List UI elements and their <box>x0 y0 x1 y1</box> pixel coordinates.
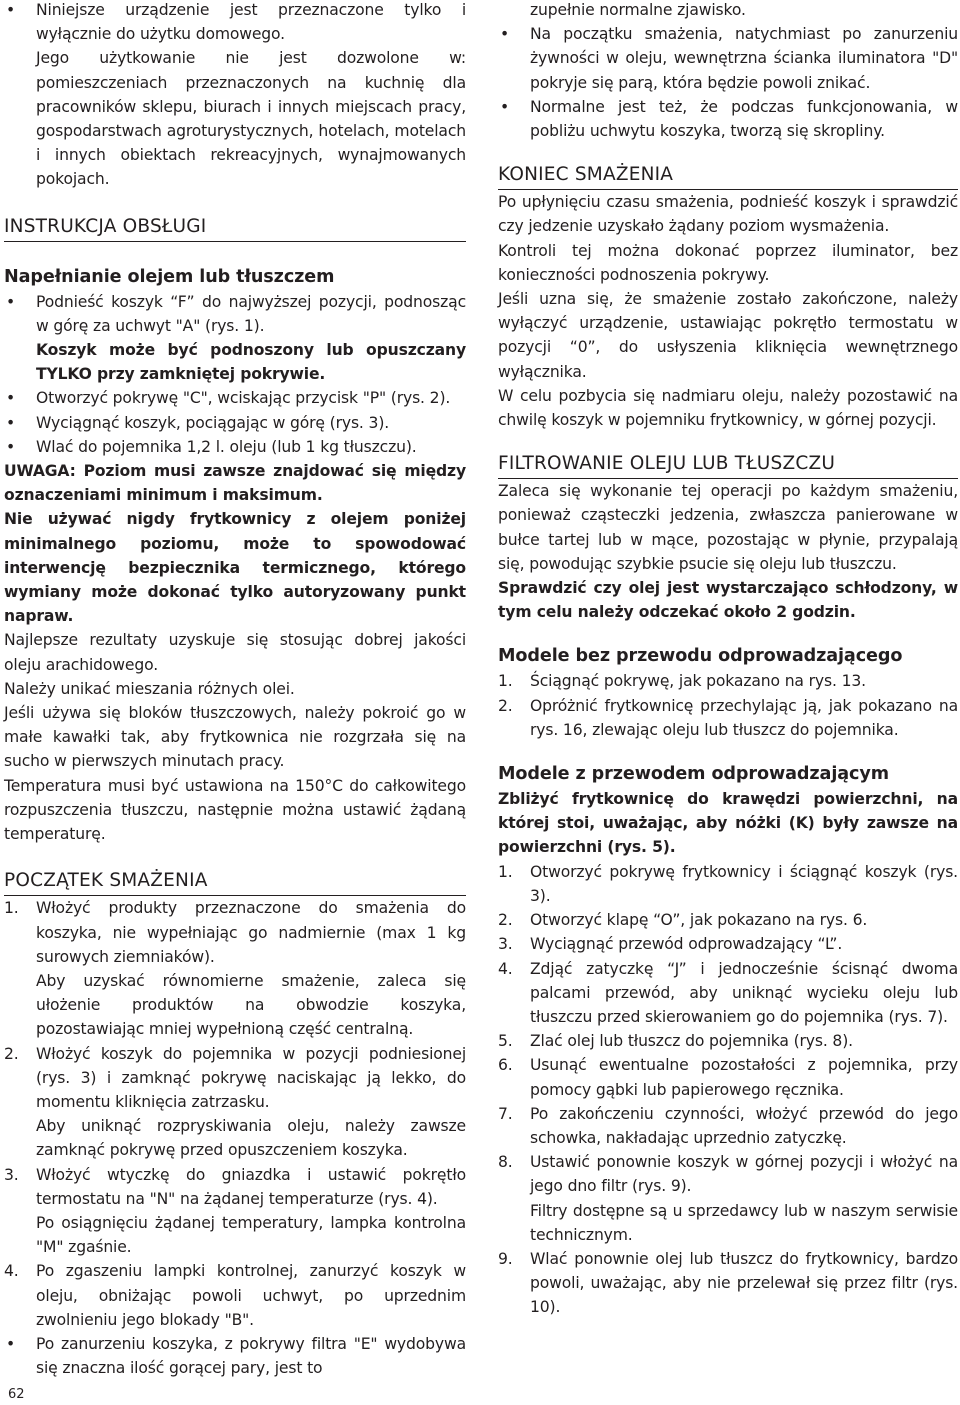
bullet-text: Wlać do pojemnika 1,2 l. oleju (lub 1 kg tłuszczu). <box>36 437 417 456</box>
list-item: 6. Usunąć ewentualne pozostałości z pojemnika, przy pomocy gąbki lub papierowego ręcznika. <box>498 1056 958 1099</box>
list-item: 1. Ściągnąć pokrywę, jak pokazano na rys. 13. <box>498 672 866 691</box>
step-text: Zdjąć zatyczkę “J” i jednocześnie ścisnąć dwoma palcami przewód, aby uniknąć wycieku oleju lub tłuszczu przed skierowaniem go do pojemnika (rys. 7). <box>530 959 958 1026</box>
warning-min-level: Nie używać nigdy frytkownicy z olejem poniżej minimalnego poziomu, może to spowodować interwencję bezpiecznika termicznego, którego wymiany może dokonać tylko autoryzowany punkt napraw. <box>4 510 466 626</box>
list-item: • Wlać do pojemnika 1,2 l. oleju (lub 1 kg tłuszczu). <box>6 437 417 456</box>
bullet-text: Wyciągnąć koszyk, pociągając w górę (rys. 3). <box>36 413 390 432</box>
step-text: Zlać olej lub tłuszcz do pojemnika (rys. 8). <box>530 1032 853 1051</box>
list-item: 2. Włożyć koszyk do pojemnika w pozycji podniesionej (rys. 3) i zamknąć pokrywę naciskając ją lekko, do momentu kliknięcia zatrzasku. <box>4 1044 466 1111</box>
bullet-text: Podnieść koszyk “F” do najwyższej pozycji, podnosząc w górę za uchwyt "A" (rys. 1). <box>36 292 466 335</box>
step-text: Wyciągnąć przewód odprowadzający “L”. <box>530 935 843 954</box>
paragraph: Temperatura musi być ustawiona na 150°C do całkowitego rozpuszczenia tłuszczu, następnie można ustawić żądaną temperaturę. <box>4 776 466 844</box>
section-title-start-frying: POCZĄTEK SMAŻENIA <box>4 868 466 896</box>
section-title-instructions: INSTRUKCJA OBSŁUGI <box>4 214 466 242</box>
bold-note: Sprawdzić czy olej jest wystarczająco schłodzony, w tym celu należy odczekać około 2 godzin. <box>498 579 958 622</box>
step-text: Otworzyć pokrywę frytkownicy i ściągnąć koszyk (rys. 3). <box>530 862 958 905</box>
continued-text: zupełnie normalne zjawisko. <box>530 1 746 19</box>
bold-note: Zbliżyć frytkownicę do krawędzi powierzchni, na której stoi, uważając, aby nóżki (K) były zawsze na powierzchni (rys. 5). <box>498 790 958 857</box>
step-text: Włożyć koszyk do pojemnika w pozycji podniesionej (rys. 3) i zamknąć pokrywę naciskając ją lekko, do momentu kliknięcia zatrzasku. <box>36 1044 466 1111</box>
subsection-title-filling: Napełnianie olejem lub tłuszczem <box>4 266 335 287</box>
bullet-text: Na początku smażenia, natychmiast po zanurzeniu żywności w oleju, wewnętrzna ścianka iluminatora "D" pokryje się parą, która będzie powoli znikać. <box>530 25 958 92</box>
list-item <box>498 1199 958 1247</box>
list-item <box>4 338 466 386</box>
list-item <box>498 0 958 22</box>
list-item: 1. Otworzyć pokrywę frytkownicy i ściągnąć koszyk (rys. 3). <box>498 862 958 905</box>
step-text: Po zakończeniu czynności, włożyć przewód do jego schowka, nakładając uprzednio zatyczkę. <box>530 1104 958 1147</box>
right-column <box>498 0 958 1320</box>
paragraph: Kontroli tej można dokonać poprzez iluminator, bez konieczności podnoszenia pokrywy. <box>498 241 958 284</box>
step-note: Filtry dostępne są u sprzedawcy lub w naszym serwisie technicznym. <box>530 1201 958 1244</box>
section-title-end-frying: KONIEC SMAŻENIA <box>498 162 958 190</box>
step-text: Otworzyć klapę “O”, jak pokazano na rys. 6. <box>530 911 868 930</box>
step-text: Opróżnić frytkownicę przechylając ją, jak pokazano na rys. 16, zlewając oleju lub tłuszcz do pojemnika. <box>530 696 958 739</box>
bullet-text: Po zanurzeniu koszyka, z pokrywy filtra "E" wydobywa się znaczna ilość gorącej pary, jest to <box>36 1334 466 1378</box>
list-item <box>4 969 466 1042</box>
list-item <box>4 1211 466 1259</box>
section-title-filtering: FILTROWANIE OLEJU LUB TŁUSZCZU <box>498 451 958 479</box>
list-item: 3. Wyciągnąć przewód odprowadzający “L”. <box>498 935 843 954</box>
paragraph: Należy unikać mieszania różnych olei. <box>4 679 295 698</box>
list-item: 2. Opróżnić frytkownicę przechylając ją, jak pokazano na rys. 16, zlewając oleju lub tłuszcz do pojemnika. <box>498 696 958 739</box>
step-text: Ustawić ponownie koszyk w górnej pozycji i włożyć na jego dno filtr (rys. 9). <box>530 1153 958 1196</box>
step-text: Po zgaszeniu lampki kontrolnej, zanurzyć koszyk w oleju, obniżając powoli uchwyt, po uprzednim zwolnieniu jego blokady "B". <box>36 1262 466 1329</box>
list-item: • Normalne jest też, że podczas funkcjonowania, w pobliżu uchwytu koszyka, tworzą się skropliny. <box>500 97 958 141</box>
paragraph: Po upłynięciu czasu smażenia, podnieść koszyk i sprawdzić czy jedzenie uzyskało żądany poziom wysmażenia. <box>498 193 958 236</box>
bold-note: Koszyk może być podnoszony lub opuszczany TYLKO przy zamkniętej pokrywie. <box>36 341 466 384</box>
step-text: Usunąć ewentualne pozostałości z pojemnika, przy pomocy gąbki lub papierowego ręcznika. <box>530 1056 958 1099</box>
step-text: Ściągnąć pokrywę, jak pokazano na rys. 13. <box>530 672 866 691</box>
intro-paragraph: Jego użytkowanie nie jest dozwolone w: pomieszczeniach przeznaczonych na kuchnię dla pracowników sklepu, biurach i innych miejscach pracy, gospodarstwach agroturystycznych, hotelach, motelach i innych obiektach rekreacyjnych, wynajmowanych pokojach. <box>36 49 466 189</box>
list-item: • Otworzyć pokrywę "C", wciskając przycisk "P" (rys. 2). <box>6 389 451 408</box>
left-column <box>4 0 466 1380</box>
bullet-text: Normalne jest też, że podczas funkcjonowania, w pobliżu uchwytu koszyka, tworzą się skropliny. <box>530 97 958 141</box>
list-item: 1. Włożyć produkty przeznaczone do smażenia do koszyka, nie wypełniając go nadmiernie (max 1 kg surowych ziemniaków). <box>4 899 466 966</box>
step-text: Włożyć wtyczkę do gniazdka i ustawić pokrętło termostatu na "N" na żądanej temperaturze (rys. 4). <box>36 1165 466 1208</box>
paragraph: Zaleca się wykonanie tej operacji po każdym smażeniu, ponieważ cząsteczki jedzenia, zwłaszcza panierowane w bułce tartej lub w mące, pozostając w płynie, przypalają się, powodując szybkie psucie się oleju lub tłuszczu. <box>498 482 958 573</box>
paragraph: Jeśli uzna się, że smażenie zostało zakończone, należy wyłączyć urządzenie, ustawiając pokrętło termostatu w pozycji “0”, do usłyszenia kliknięcia wewnętrznego wyłącznika. <box>498 290 958 381</box>
warning-level: UWAGA: Poziom musi zawsze znajdować się między oznaczeniami minimum i maksimum. <box>4 462 466 505</box>
list-item: • Wyciągnąć koszyk, pociągając w górę (rys. 3). <box>6 413 390 432</box>
list-item: 5. Zlać olej lub tłuszcz do pojemnika (rys. 8). <box>498 1032 853 1051</box>
list-item: • Niniejsze urządzenie jest przeznaczone tylko i wyłącznie do użytku domowego. <box>6 1 466 44</box>
list-item: 7. Po zakończeniu czynności, włożyć przewód do jego schowka, nakładając uprzednio zatyczkę. <box>498 1104 958 1147</box>
step-note: Aby uzyskać równomierne smażenie, zaleca się ułożenie produktów na obwodzie koszyka, pozostawiając mniej wypełnioną część centralną. <box>36 971 466 1039</box>
bullet-text: Otworzyć pokrywę "C", wciskając przycisk "P" (rys. 2). <box>36 389 451 408</box>
paragraph: Najlepsze rezultaty uzyskuje się stosując dobrej jakości oleju arachidowego. <box>4 631 466 674</box>
list-item: 4. Zdjąć zatyczkę “J” i jednocześnie ścisnąć dwoma palcami przewód, aby uniknąć wycieku oleju lub tłuszczu przed skierowaniem go do pojemnika (rys. 7). <box>498 959 958 1026</box>
list-item <box>4 1114 466 1162</box>
list-item: • Po zanurzeniu koszyka, z pokrywy filtra "E" wydobywa się znaczna ilość gorącej pary, jest to <box>6 1334 466 1378</box>
list-item: • Podnieść koszyk “F” do najwyższej pozycji, podnosząc w górę za uchwyt "A" (rys. 1). <box>6 292 466 335</box>
step-text: Włożyć produkty przeznaczone do smażenia do koszyka, nie wypełniając go nadmiernie (max 1 kg surowych ziemniaków). <box>36 899 466 966</box>
list-item: • Na początku smażenia, natychmiast po zanurzeniu żywności w oleju, wewnętrzna ścianka iluminatora "D" pokryje się parą, która będzie powoli znikać. <box>500 25 958 92</box>
list-item <box>4 46 466 191</box>
subsection-title-no-drain: Modele bez przewodu odprowadzającego <box>498 646 903 667</box>
subsection-title-drain: Modele z przewodem odprowadzającym <box>498 764 889 785</box>
list-item: 3. Włożyć wtyczkę do gniazdka i ustawić pokrętło termostatu na "N" na żądanej temperaturze (rys. 4). <box>4 1165 466 1208</box>
intro-bullet-text: Niniejsze urządzenie jest przeznaczone tylko i wyłącznie do użytku domowego. <box>36 1 466 44</box>
step-note: Po osiągnięciu żądanej temperatury, lampka kontrolna "M" zgaśnie. <box>36 1213 466 1257</box>
list-item: 4. Po zgaszeniu lampki kontrolnej, zanurzyć koszyk w oleju, obniżając powoli uchwyt, po uprzednim zwolnieniu jego blokady "B". <box>4 1262 466 1329</box>
step-note: Aby uniknąć rozpryskiwania oleju, należy zawsze zamknąć pokrywę przed opuszczeniem koszyka. <box>36 1117 466 1160</box>
page-number: 62 <box>8 1387 25 1402</box>
list-item: 9. Wlać ponownie olej lub tłuszcz do frytkownicy, bardzo powoli, uważając, aby nie przelewał się przez filtr (rys. 10). <box>498 1249 958 1317</box>
paragraph: W celu pozbycia się nadmiaru oleju, należy pozostawić na chwilę koszyk w pojemniku frytkownicy, w górnej pozycji. <box>498 386 958 430</box>
list-item: 8. Ustawić ponownie koszyk w górnej pozycji i włożyć na jego dno filtr (rys. 9). <box>498 1153 958 1196</box>
paragraph: Jeśli używa się bloków tłuszczowych, należy pokroić go w małe kawałki tak, aby frytkownica nie rozgrzała się na sucho w pierwszych minutach pracy. <box>4 704 466 771</box>
step-text: Wlać ponownie olej lub tłuszcz do frytkownicy, bardzo powoli, uważając, aby nie przelewał się przez filtr (rys. 10). <box>530 1249 958 1317</box>
list-item: 2. Otworzyć klapę “O”, jak pokazano na rys. 6. <box>498 911 868 930</box>
